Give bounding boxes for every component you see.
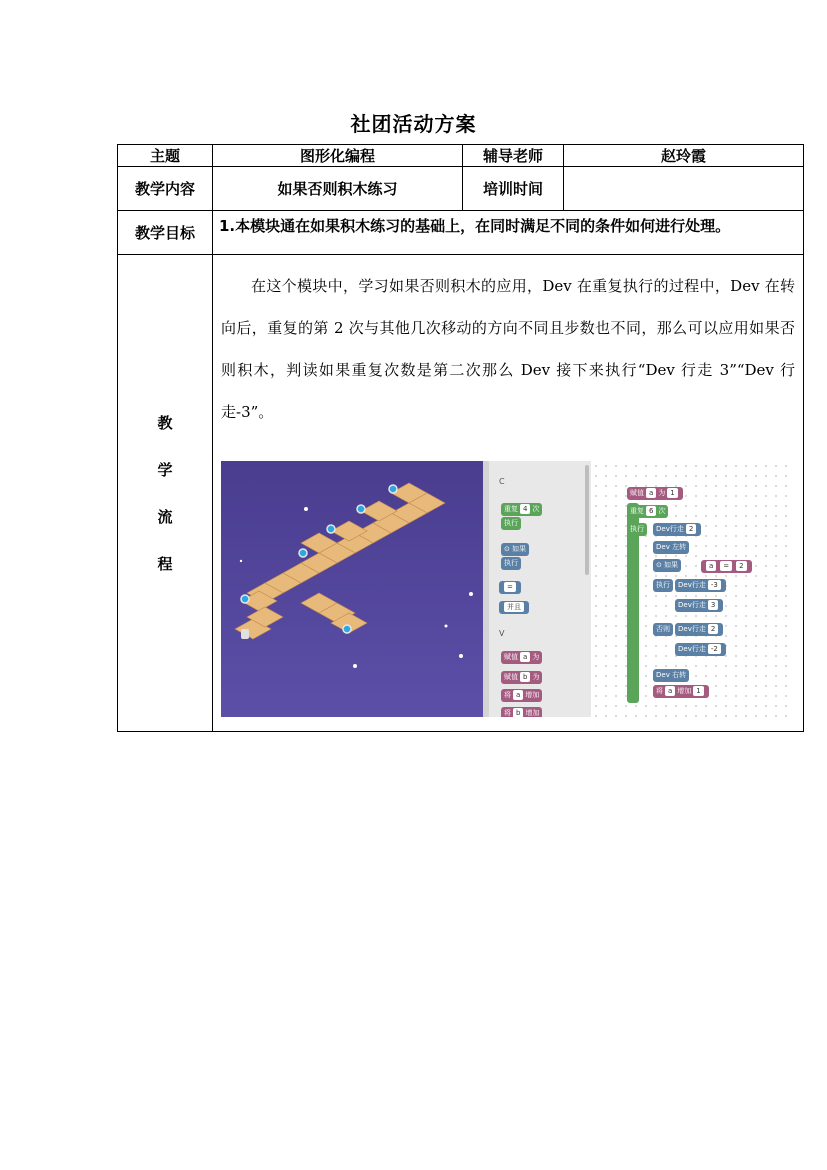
time-value [564, 167, 804, 211]
row-process [118, 255, 804, 732]
palette-assign-a-block[interactable]: 赋值 a 为 [501, 651, 542, 664]
palette-scrollbar[interactable] [585, 465, 589, 575]
turn-right-block[interactable]: Dev 右转 [653, 669, 689, 682]
program-screenshot [221, 461, 791, 717]
label-char: 学 [157, 461, 173, 479]
path-tiles [235, 483, 445, 639]
game-map-illustration [221, 461, 483, 717]
then-walk-1-block[interactable]: Dev行走 -3 [675, 579, 726, 592]
teacher-value: 赵玲霞 [564, 145, 804, 167]
condition-block[interactable]: a = 2 [701, 560, 752, 573]
row-goal [118, 211, 804, 255]
if-block[interactable]: ⊙ 如果 [653, 559, 681, 572]
palette-and-block[interactable]: 并且 [499, 601, 529, 614]
label-process [118, 255, 213, 732]
plan-table [117, 144, 804, 732]
palette-repeat-block[interactable]: 重复 4 次 [501, 503, 542, 516]
label-topic: 主题 [118, 145, 213, 167]
dev-robot-icon [241, 629, 249, 639]
then-walk-2-block[interactable]: Dev行走 3 [675, 599, 723, 612]
else-walk-1-block[interactable]: Dev行走 2 [675, 623, 723, 636]
label-char: 流 [157, 508, 173, 526]
if-exec-label: 执行 [653, 579, 673, 592]
palette-add-a-block[interactable]: 将 a 增加 [501, 689, 542, 702]
label-goal: 教学目标 [118, 211, 213, 255]
label-char: 教 [157, 414, 173, 432]
assign-block[interactable]: 赋值 a 为 1 [627, 487, 683, 500]
turn-left-block[interactable]: Dev 左转 [653, 541, 689, 554]
palette-exec-label: 执行 [501, 517, 521, 530]
increment-block[interactable]: 将 a 增加 1 [653, 685, 709, 698]
else-walk-2-block[interactable]: Dev行走 -2 [675, 643, 726, 656]
row-content [118, 167, 804, 211]
label-content: 教学内容 [118, 167, 213, 211]
page-title: 社团活动方案 [350, 112, 477, 136]
palette-if-block[interactable]: ⊙ 如果 [501, 543, 529, 556]
palette-section-c: C [499, 477, 505, 486]
content-value: 如果否则积木练习 [213, 167, 463, 211]
topic-value: 图形化编程 [213, 145, 463, 167]
row-topic [118, 145, 804, 167]
label-char: 程 [157, 555, 173, 573]
walk-block[interactable]: Dev行走 2 [653, 523, 701, 536]
label-teacher: 辅导老师 [463, 145, 564, 167]
palette-assign-b-block[interactable]: 赋值 b 为 [501, 671, 542, 684]
block-palette [483, 461, 591, 717]
palette-compare-block[interactable]: = [499, 581, 521, 594]
code-workspace [591, 461, 791, 717]
repeat-block[interactable]: 重复 6 次 [627, 505, 668, 518]
game-scene [221, 461, 483, 717]
palette-if-exec-label: 执行 [501, 557, 521, 570]
repeat-exec-label: 执行 [627, 523, 647, 536]
label-time: 培训时间 [463, 167, 564, 211]
palette-add-b-block[interactable]: 将 b 增加 [501, 707, 542, 717]
process-paragraph: 在这个模块中，学习如果否则积木的应用，Dev 在重复执行的过程中，Dev 在转向后，重复的第 2 次与其他几次移动的方向不同且步数也不同，那么可以应用如果否则积木，判读如果重复次数是第二次那么 Dev 接下来执行“Dev 行走 3”“Dev 行走-3”。 [221, 277, 795, 421]
process-content [213, 255, 804, 732]
palette-section-v: V [499, 629, 505, 638]
else-label: 否则 [653, 623, 673, 636]
goal-value: 1.本模块通在如果积木练习的基础上，在同时满足不同的条件如何进行处理。 [213, 211, 804, 255]
